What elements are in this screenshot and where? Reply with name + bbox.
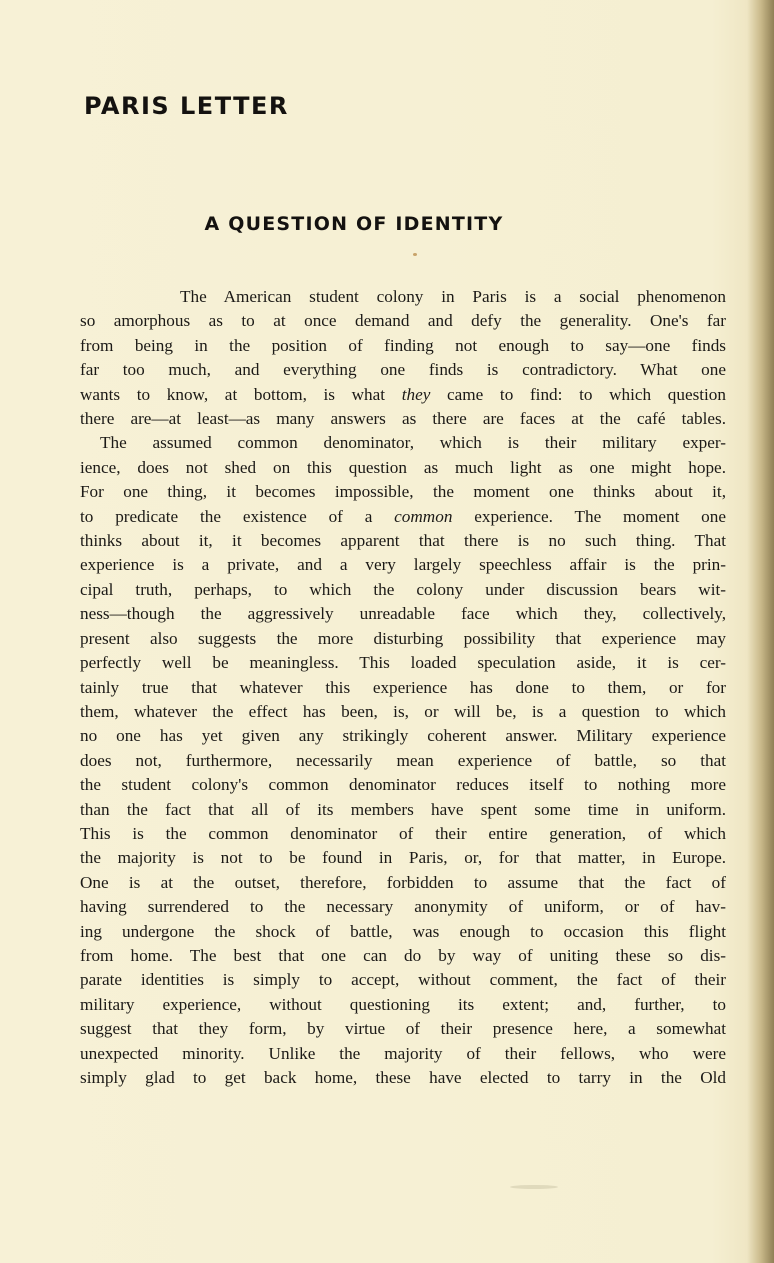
body-line: suggest that they form, by virtue of their presence here, a somewhat xyxy=(80,1019,726,1039)
body-line: from being in the position of finding not enough to say—one finds xyxy=(80,335,726,355)
body-line: experience is a private, and a very largely speechless affair is the prin- xyxy=(80,555,726,575)
body-line: The assumed common denominator, which is their military exper- xyxy=(100,433,726,453)
body-line: present also suggests the more disturbing possibility that experience may xyxy=(80,628,726,648)
body-line: thinks about it, it becomes apparent that there is no such thing. That xyxy=(80,531,726,551)
body-line: perfectly well be meaningless. This loaded speculation aside, it is cer- xyxy=(80,653,726,673)
body-line: them, whatever the effect has been, is, or will be, is a question to which xyxy=(80,701,726,721)
body-line: having surrendered to the necessary anonymity of uniform, or of hav- xyxy=(80,897,726,917)
body-line: the majority is not to be found in Paris, or, for that matter, in Europe. xyxy=(80,848,726,868)
body-line: there are—at least—as many answers as there are faces at the café tables. xyxy=(80,409,726,429)
body-line: far too much, and everything one finds is contradictory. What one xyxy=(80,360,726,380)
body-line: does not, furthermore, necessarily mean experience of battle, so that xyxy=(80,750,726,770)
body-line: The American student colony in Paris is a social phenomenon xyxy=(180,287,726,306)
body-line: One is at the outset, therefore, forbidden to assume that the fact of xyxy=(80,872,726,892)
body-line: This is the common denominator of their entire generation, of which xyxy=(80,823,726,843)
body-line: For one thing, it becomes impossible, the moment one thinks about it, xyxy=(80,482,726,502)
body-line: cipal truth, perhaps, to which the colony under discussion bears wit- xyxy=(80,579,726,599)
article-body xyxy=(80,285,726,1090)
body-line: tainly true that whatever this experience has done to them, or for xyxy=(80,677,726,697)
body-line: ing undergone the shock of battle, was enough to occasion this flight xyxy=(80,921,726,941)
body-line: unexpected minority. Unlike the majority of their fellows, who were xyxy=(80,1043,726,1063)
body-line: simply glad to get back home, these have elected to tarry in the Old xyxy=(80,1068,726,1087)
body-line: the student colony's common denominator reduces itself to nothing more xyxy=(80,775,726,795)
paper-smudge xyxy=(510,1185,558,1189)
body-line: than the fact that all of its members have spent some time in uniform. xyxy=(80,799,726,819)
body-line: military experience, without questioning its extent; and, further, to xyxy=(80,994,726,1014)
body-line: ness—though the aggressively unreadable face which they, collectively, xyxy=(80,604,726,624)
section-heading: PARIS LETTER xyxy=(84,92,289,120)
body-line: to predicate the existence of a common experience. The moment one xyxy=(80,506,726,526)
article-title: A QUESTION OF IDENTITY xyxy=(204,213,504,235)
body-line: wants to know, at bottom, is what they came to find: to which question xyxy=(80,384,726,404)
body-line: so amorphous as to at once demand and defy the generality. One's far xyxy=(80,311,726,331)
paper-speck xyxy=(413,253,417,256)
body-line: from home. The best that one can do by way of uniting these so dis- xyxy=(80,945,726,965)
body-line: ience, does not shed on this question as much light as one might hope. xyxy=(80,457,726,477)
body-line: parate identities is simply to accept, without comment, the fact of their xyxy=(80,970,726,990)
body-line: no one has yet given any strikingly coherent answer. Military experience xyxy=(80,726,726,746)
